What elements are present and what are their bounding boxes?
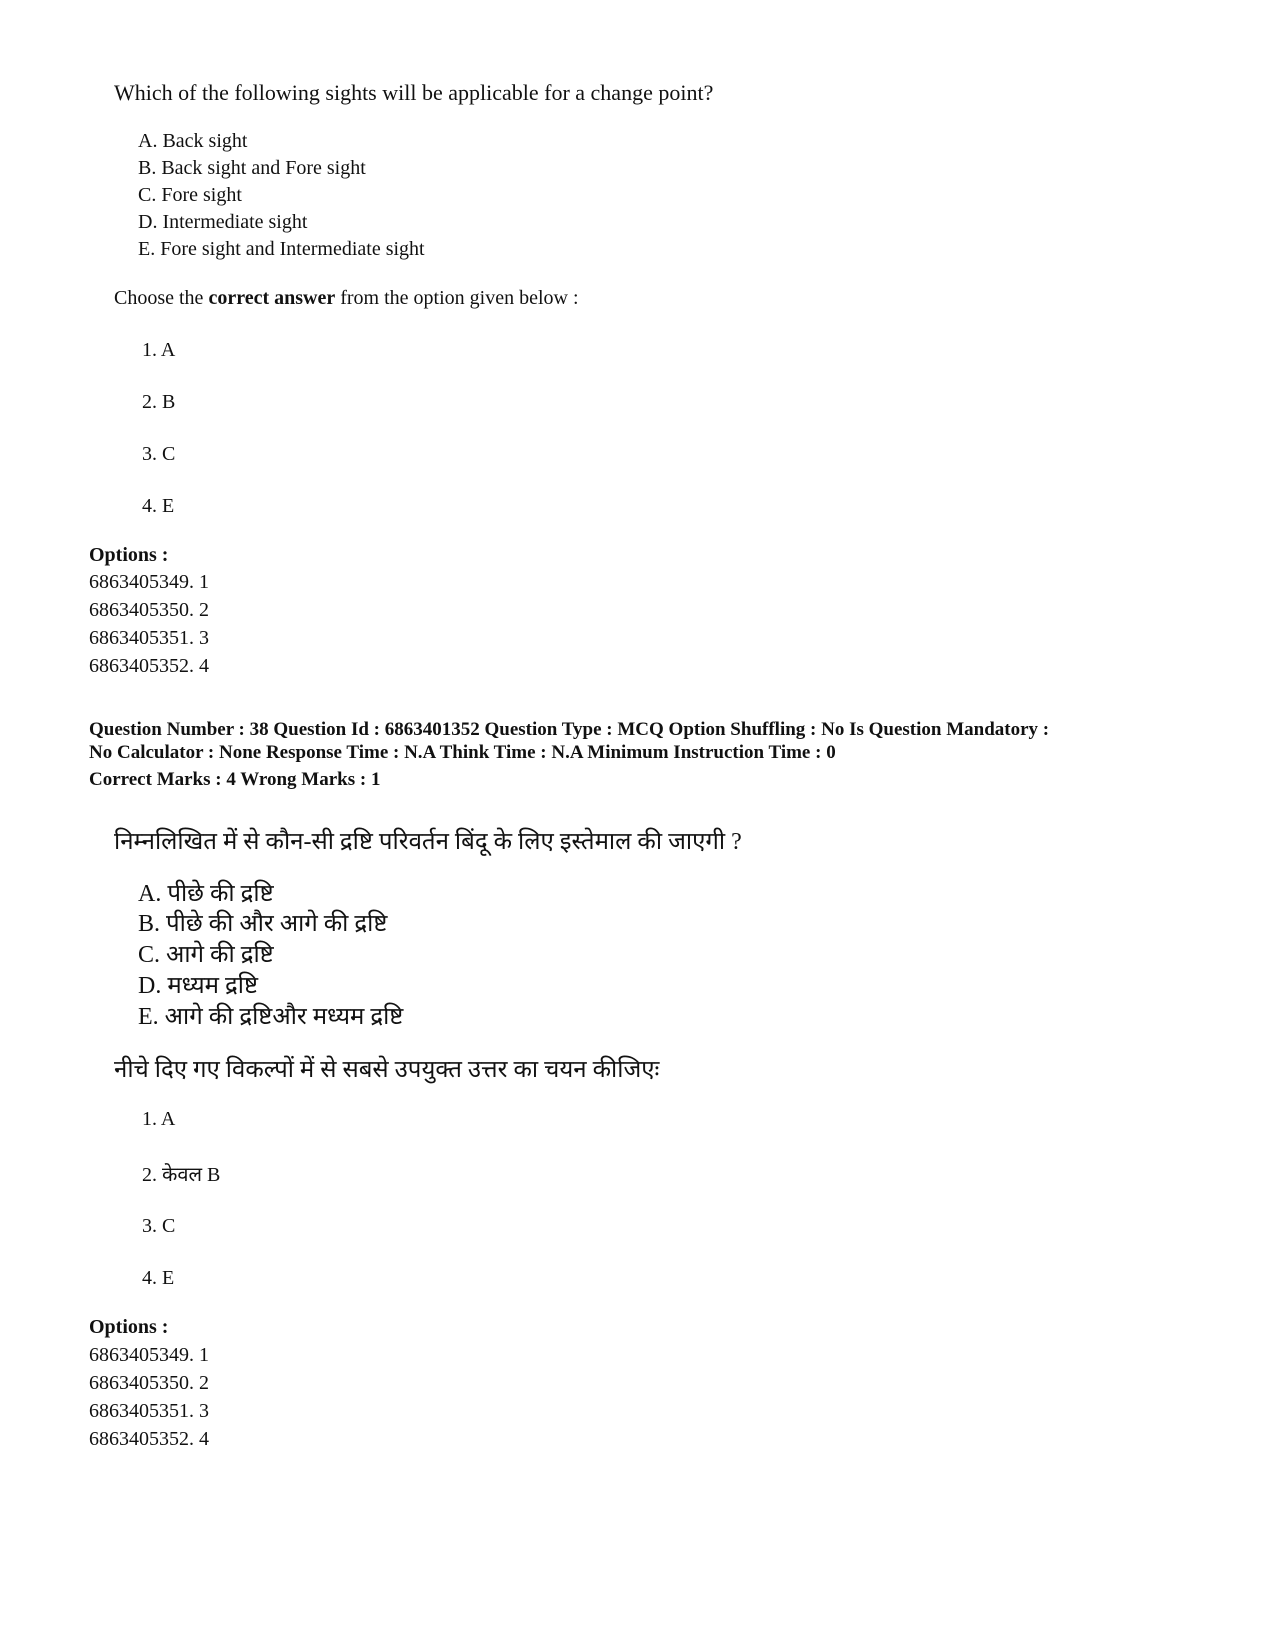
answer-option-4: 4. E [142,495,175,517]
statement-d: D. Intermediate sight [138,211,308,233]
hindi-answer-option-4: 4. E [142,1267,175,1289]
hindi-answer-option-1: 1. A [142,1108,176,1130]
hindi-statement-e: E. आगे की द्रष्टिऔर मध्यम द्रष्टि [138,1004,404,1030]
option-id-1: 6863405349. 1 [89,571,209,593]
hindi-statement-d: D. मध्यम द्रष्टि [138,973,258,999]
question-meta-line2: No Calculator : None Response Time : N.A Think Time : N.A Minimum Instruction Time : 0 [89,742,836,763]
option-id-2-1: 6863405349. 1 [89,1344,209,1366]
option-id-3: 6863405351. 3 [89,627,209,649]
options-label: Options : [89,544,169,566]
hindi-choose-instruction: नीचे दिए गए विकल्पों में से सबसे उपयुक्त उत्तर का चयन कीजिएः [114,1057,660,1083]
statement-a: A. Back sight [138,130,248,152]
choose-suffix: from the option given below : [335,287,579,309]
choose-instruction [114,287,579,310]
question-text-english: Which of the following sights will be applicable for a change point? [114,80,714,105]
hindi-statement-c: C. आगे की द्रष्टि [138,942,274,968]
option-id-2-3: 6863405351. 3 [89,1400,209,1422]
choose-bold: correct answer [208,287,336,309]
option-id-2-2: 6863405350. 2 [89,1372,209,1394]
statement-c: C. Fore sight [138,184,242,206]
hindi-statement-a: A. पीछे की द्रष्टि [138,881,274,907]
answer-option-1: 1. A [142,339,176,361]
answer-option-2: 2. B [142,391,176,413]
statement-e: E. Fore sight and Intermediate sight [138,238,425,260]
option-id-2: 6863405350. 2 [89,599,209,621]
option-id-4: 6863405352. 4 [89,655,209,677]
hindi-answer-option-2: 2. केवल B [142,1164,221,1186]
answer-option-3: 3. C [142,443,176,465]
options-label-2: Options : [89,1316,169,1338]
question-text-hindi: निम्नलिखित में से कौन-सी द्रष्टि परिवर्तन बिंदू के लिए इस्तेमाल की जाएगी ? [114,829,742,855]
choose-prefix: Choose the [114,287,209,309]
question-meta-line1: Question Number : 38 Question Id : 6863401352 Question Type : MCQ Option Shuffling : No Is Question Mandatory : [89,719,1050,740]
statement-b: B. Back sight and Fore sight [138,157,366,179]
hindi-answer-option-3: 3. C [142,1215,176,1237]
option-id-2-4: 6863405352. 4 [89,1428,209,1450]
question-marks: Correct Marks : 4 Wrong Marks : 1 [89,769,381,790]
hindi-statement-b: B. पीछे की और आगे की द्रष्टि [138,911,388,937]
